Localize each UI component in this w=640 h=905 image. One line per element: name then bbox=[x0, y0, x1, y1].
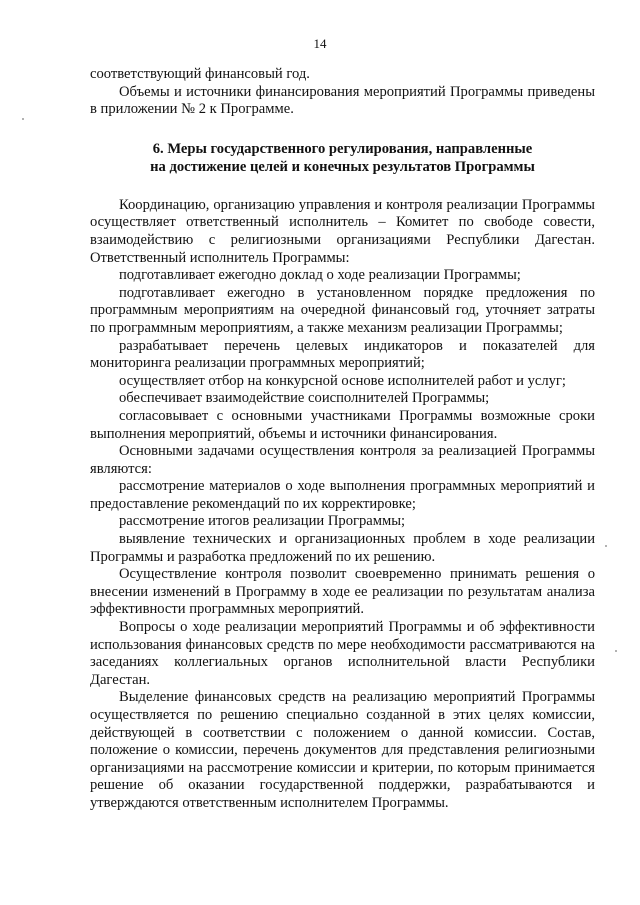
section-body bbox=[90, 197, 595, 813]
section-heading-line-2: на достижение целей и конечных результатов Программы bbox=[150, 158, 535, 175]
body-paragraph: обеспечивает взаимодействие соисполнителей Программы; bbox=[119, 390, 490, 407]
document-body bbox=[90, 66, 595, 813]
body-paragraph: Вопросы о ходе реализации мероприятий Программы и об эффективности использования финансовых средств по мере необходимости рассматриваются на заседаниях коллегиальных органов исполнительной власти Республики Дагестан. bbox=[90, 619, 595, 688]
page-number: 14 bbox=[313, 36, 327, 51]
body-paragraph: выявление технических и организационных проблем в ходе реализации Программы и разработка предложений по их решению. bbox=[90, 531, 595, 565]
body-paragraph: Основными задачами осуществления контроля за реализацией Программы являются: bbox=[90, 443, 595, 477]
body-paragraph: Координацию, организацию управления и контроля реализации Программы осуществляет ответственный исполнитель – Комитет по свободе совести, взаимодействию с религиозными организациями Республики Дагестан. Ответственный исполнитель Программы: bbox=[90, 196, 595, 266]
body-paragraph: подготавливает ежегодно в установленном порядке предложения по программным мероприятиям на очередной финансовый год, уточняет затраты по программным мероприятиям, а также механизм реализации Программы; bbox=[90, 284, 595, 336]
body-paragraph: подготавливает ежегодно доклад о ходе реализации Программы; bbox=[119, 267, 521, 284]
body-paragraph: разрабатывает перечень целевых индикаторов и показателей для мониторинга реализации программных мероприятий; bbox=[90, 337, 595, 372]
scan-speck bbox=[22, 118, 24, 120]
body-paragraph: рассмотрение материалов о ходе выполнения программных мероприятий и предоставление рекомендаций по их корректировке; bbox=[90, 478, 595, 512]
body-paragraph: Выделение финансовых средств на реализацию мероприятий Программы осуществляется по решению специально созданной в этих целях комиссии, действующей в соответствии с положением о данной комиссии. Состав, положение о комиссии, перечень документов для представления религиозными организациями на рассмотрение комиссии и критерии, по которым принимается решение об оказании государственной поддержки, разрабатываются и утверждаются ответственным исполнителем Программы. bbox=[90, 689, 595, 811]
body-paragraph: Осуществление контроля позволит своевременно принимать решения о внесении изменений в Программу в ходе ее реализации по результатам анализа эффективности программных мероприятий. bbox=[90, 566, 595, 618]
section-heading bbox=[90, 140, 595, 176]
body-paragraph: рассмотрение итогов реализации Программы; bbox=[119, 513, 406, 530]
section-heading-line-1: 6. Меры государственного регулирования, направленные bbox=[152, 140, 533, 157]
paragraph-continuation: соответствующий финансовый год. bbox=[90, 66, 310, 82]
scan-speck bbox=[605, 545, 607, 547]
body-paragraph: согласовывает с основными участниками Программы возможные сроки выполнения мероприятий, объемы и источники финансирования. bbox=[90, 407, 595, 442]
scan-speck bbox=[615, 650, 617, 652]
paragraph-financing: Объемы и источники финансирования мероприятий Программы приведены в приложении № 2 к Программе. bbox=[90, 83, 595, 118]
body-paragraph: осуществляет отбор на конкурсной основе исполнителей работ и услуг; bbox=[119, 372, 566, 389]
